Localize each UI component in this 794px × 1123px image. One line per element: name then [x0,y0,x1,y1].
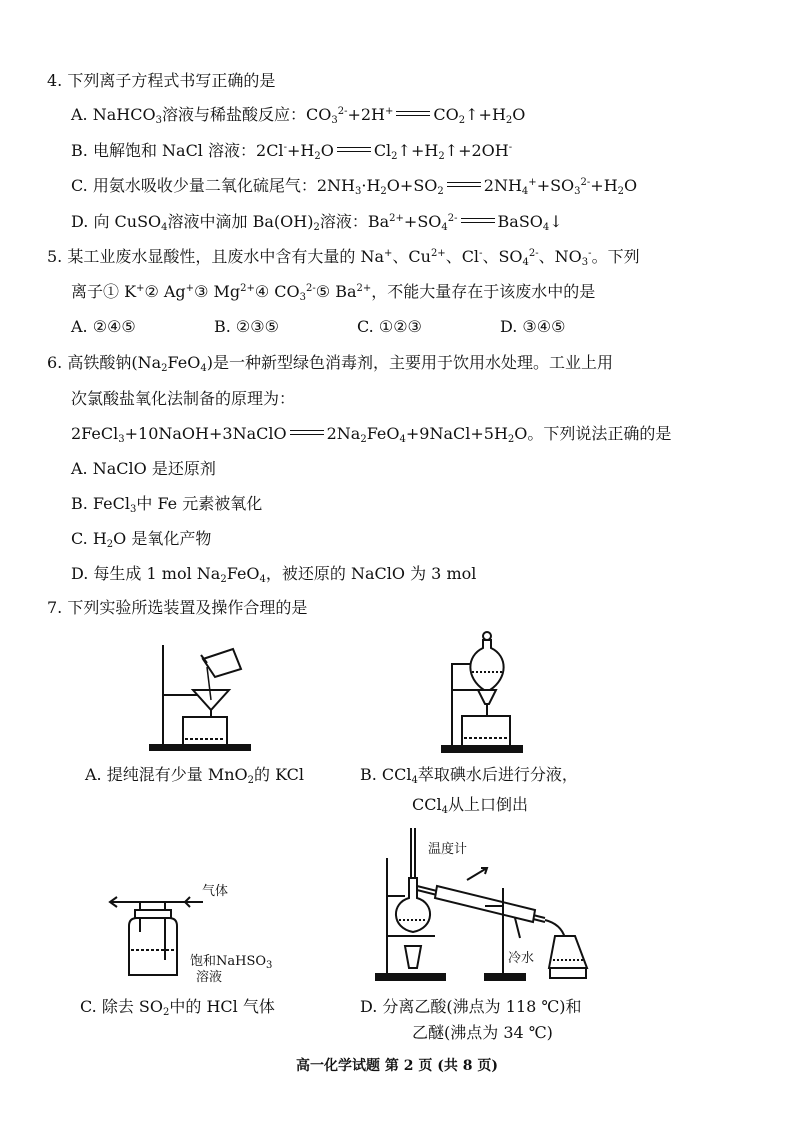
q4-option-d: D. 向 CuSO$_4$溶液中滴加 $Ba(OH)_2$溶液：$Ba^{2+}+SO_4^{2-}$ BaSO$_4$↓ [71,212,563,233]
q4-stem: 4. 下列离子方程式书写正确的是 [47,71,276,90]
q4-option-a: A. NaHCO$_3$溶液与稀盐酸反应：$CO_3^{2-}+2H^+$ $CO_2↑+H_2O$ [71,105,526,126]
q5-line-2: 离子① K+② Ag+③ $Mg^{2+}④$ $CO_3^{2-}⑤$ $Ba^{2+}$，不能大量存在于该废水中的是 [71,282,596,303]
q4-option-b: B. 电解饱和 NaCl 溶液：$2Cl^-+H_2O$ $Cl_2↑+H_2↑+2OH^-$ [71,141,513,162]
label-thermometer: 温度计 [428,842,468,857]
q5-option-a: A. ②④⑤ [71,317,136,336]
equals-sign-icon [290,430,324,435]
equals-sign-icon [461,218,495,223]
q6-option-a: A. NaClO 是还原剂 [71,459,216,478]
q6-option-d: D. 每生成 1 mol $Na_2FeO_4$，被还原的 NaClO 为 3 mol [71,564,477,585]
distillation-apparatus-icon [375,828,595,983]
q7-caption-d-line-1: D. 分离乙酸(沸点为 118 ℃)和 [360,997,582,1016]
q5-line-1: 5. 某工业废水显酸性，且废水中含有大量的 Na+、$Cu^{2+}$、Cl-、$SO_4^{2-}$、$NO_3^-$。下列 [47,247,640,268]
label-sat-line-2: 溶液 [196,970,223,985]
page-footer: 高一化学试题 第 2 页 (共 8 页) [296,1058,498,1074]
q7-caption-c: C. 除去 $SO_2$中的 HCl 气体 [80,997,275,1018]
q7-caption-b-line-2: CCl$_4$从上口倒出 [412,795,528,816]
filtration-apparatus-icon [145,635,255,755]
q4-option-c: C. 用氨水吸收少量二氧化硫尾气：$2NH_3\cdot H_2O+SO_2$ $2NH_4^++SO_3^{2-}+H_2O$ [71,176,638,197]
q7-caption-d-line-2: 乙醚(沸点为 34 ℃) [412,1023,553,1042]
q6-line-2: 次氯酸盐氧化法制备的原理为： [71,389,296,408]
q7-caption-b-line-1: B. CCl$_4$萃取碘水后进行分液， [360,765,578,786]
equals-sign-icon [447,182,481,187]
label-gas: 气体 [202,884,229,899]
q7-caption-a: A. 提纯混有少量 MnO$_2$的 KCl [85,765,304,786]
q6-option-b: B. FeCl$_3$中 Fe 元素被氧化 [71,494,263,515]
label-sat-line-1: 饱和NaHSO$_3$ [190,954,273,971]
label-cold-water: 冷水 [508,951,535,966]
q6-line-1: 6. 高铁酸钠$(Na_2FeO_4)$是一种新型绿色消毒剂，主要用于饮用水处理。工业上用 [47,353,613,374]
q6-equation: 2FeCl$_3$+10NaOH+3NaClO $2Na_2FeO_4+9NaCl+5H_2O$。下列说法正确的是 [71,424,672,445]
q5-option-d: D. ③④⑤ [500,317,566,336]
equals-sign-icon [337,147,371,152]
q5-option-c: C. ①②③ [357,317,422,336]
q7-stem: 7. 下列实验所选装置及操作合理的是 [47,598,308,617]
q5-option-b: B. ②③⑤ [214,317,279,336]
separatory-funnel-apparatus-icon [440,628,530,756]
q6-option-c: C. $H_2O$ 是氧化产物 [71,529,212,550]
equals-sign-icon [396,111,430,116]
